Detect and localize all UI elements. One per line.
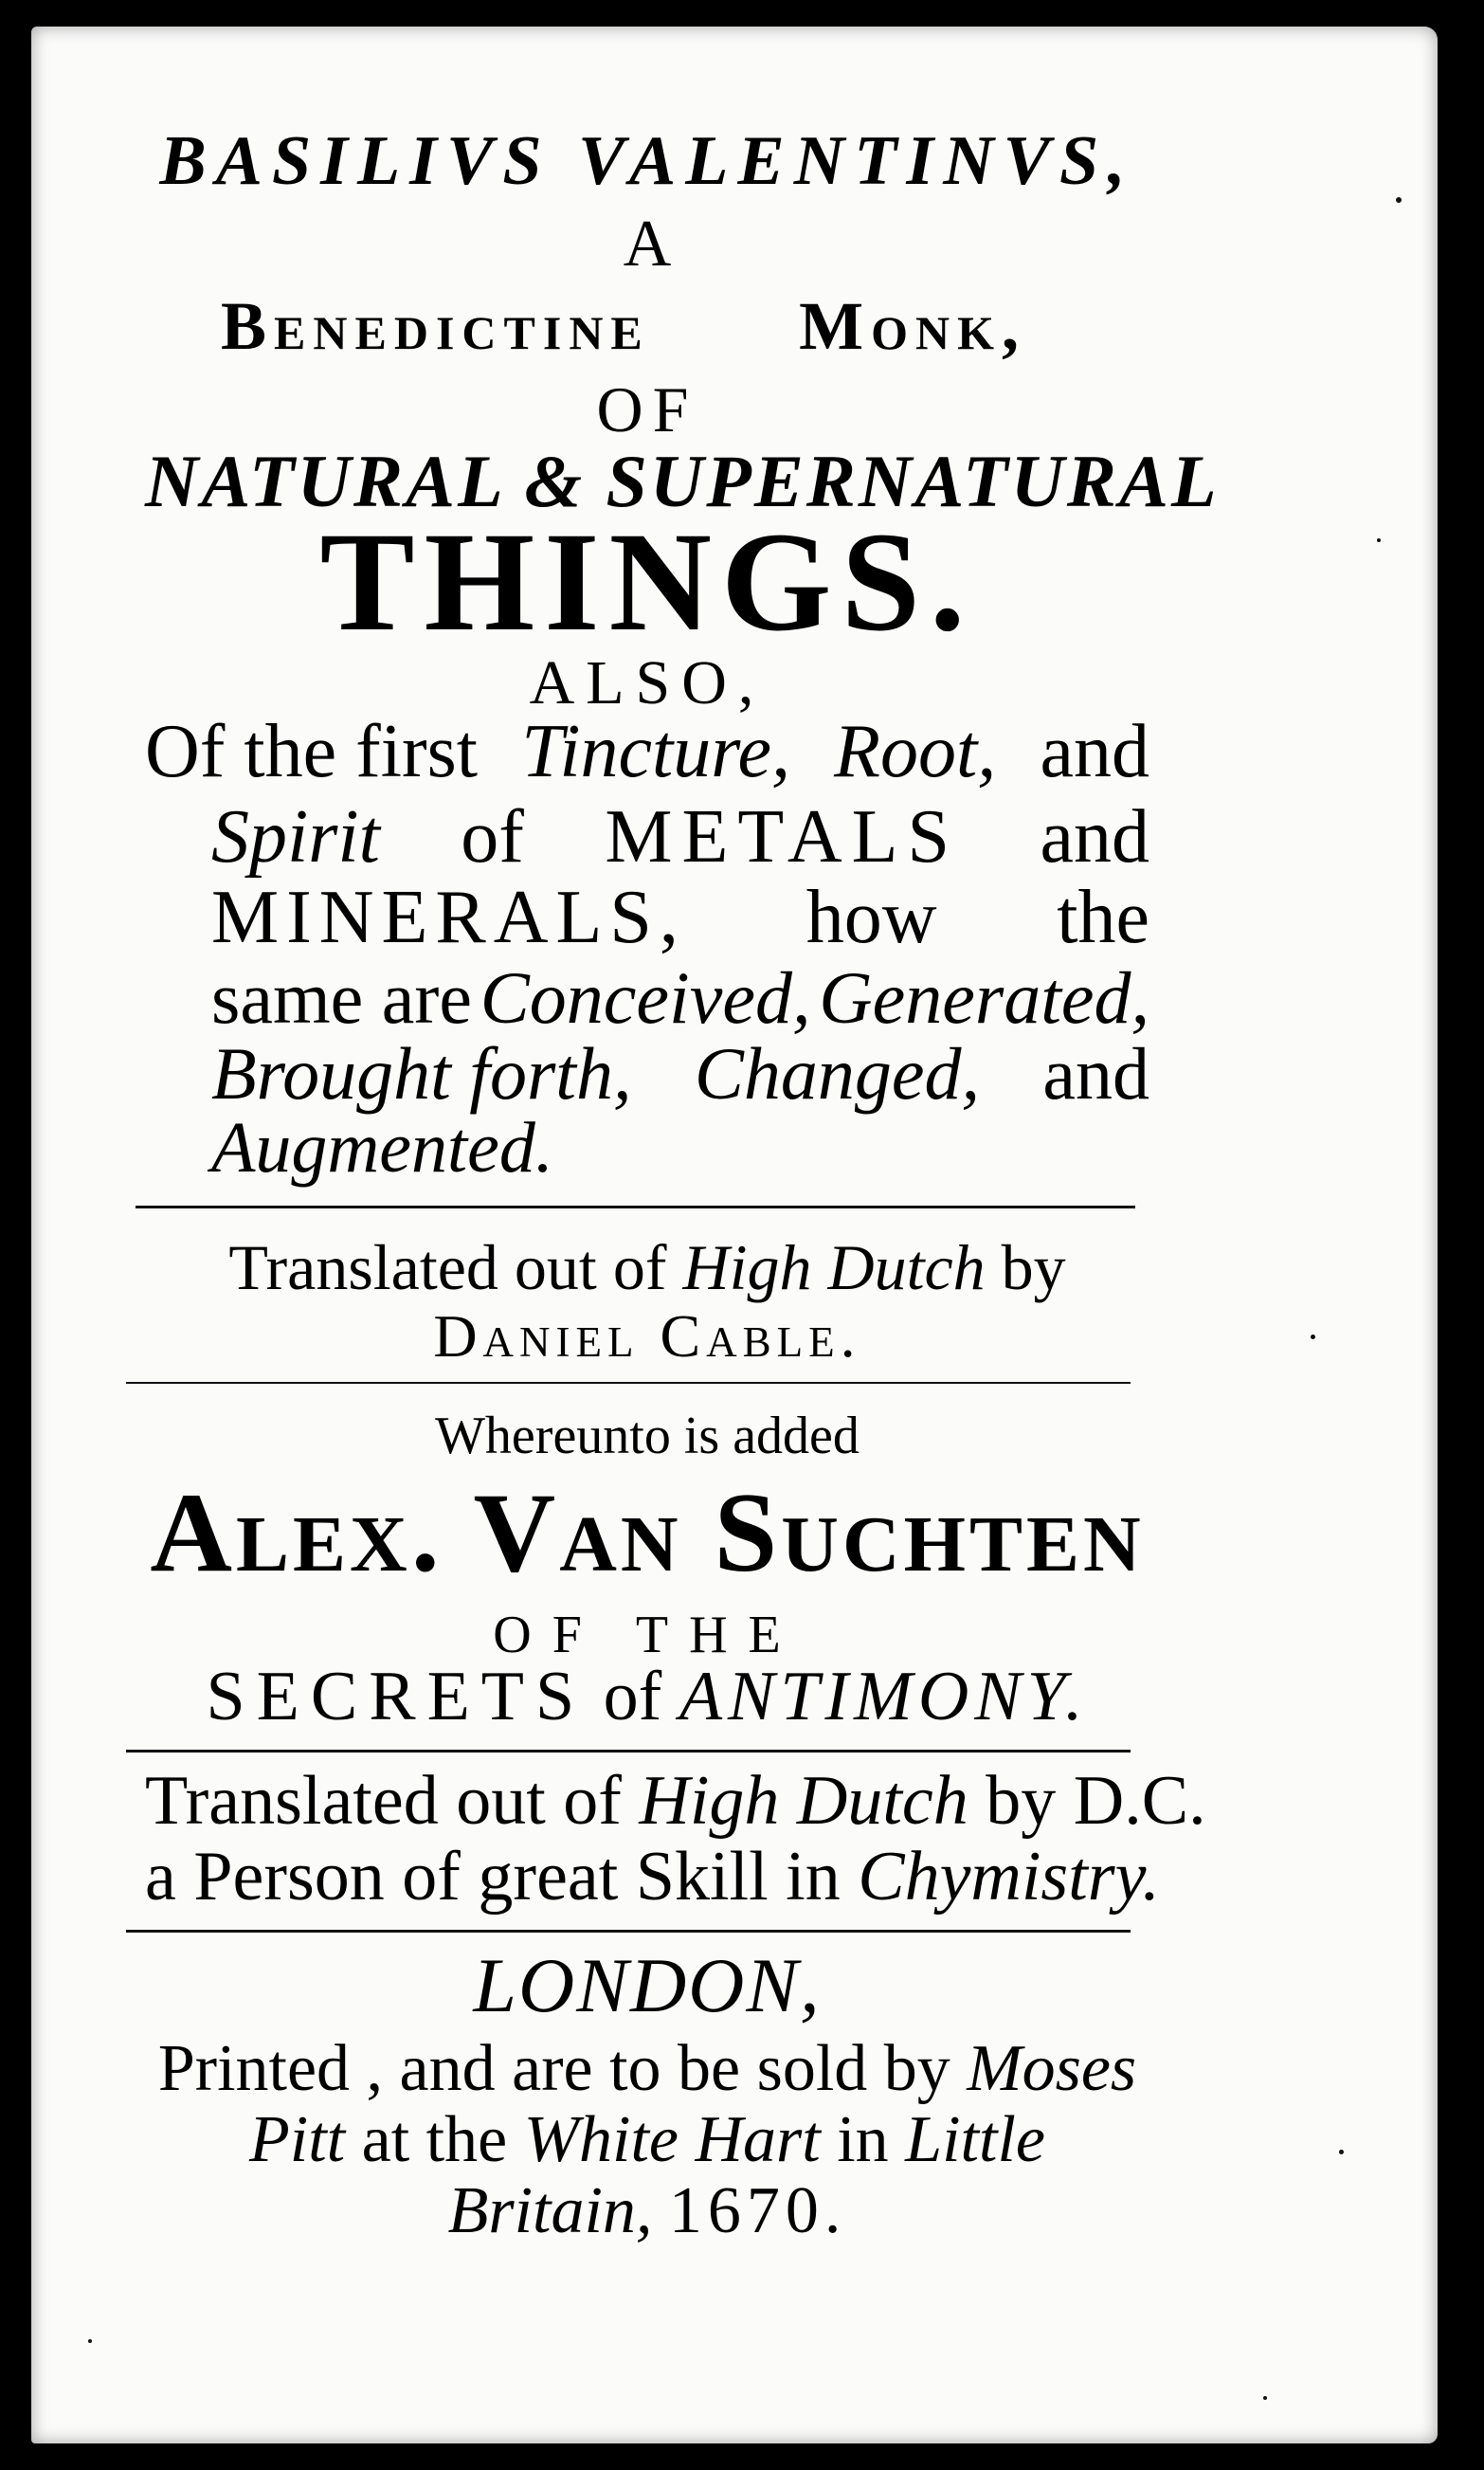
subtitle-word: Generated, <box>819 956 1149 1039</box>
london-line: LONDON, <box>473 1942 822 2028</box>
ink-speck <box>1339 2150 1344 2154</box>
title-page <box>31 27 1438 2443</box>
subtitle-word: Of the first <box>145 710 479 793</box>
things-heading: THINGS. <box>319 503 975 661</box>
at-the-text: at the <box>361 2103 508 2176</box>
translated-line-1 <box>145 1230 1149 1305</box>
subtitle-line-6: Augmented. <box>211 1108 553 1188</box>
translated-text: Translated out of <box>228 1231 667 1303</box>
subtitle-word: how <box>805 876 937 959</box>
also-line: ALSO, <box>529 648 766 717</box>
subtitle-word: Conceived, <box>480 956 811 1039</box>
subtitle-word: Changed, <box>694 1032 980 1115</box>
divider-rule <box>126 1382 1131 1384</box>
high-dutch-text: High Dutch <box>682 1231 986 1303</box>
subtitle-word: Tincture, <box>521 710 790 793</box>
by-dc-text: by D.C. <box>986 1762 1206 1840</box>
white-hart-word: White Hart <box>523 2103 821 2176</box>
subtitle-word: MINERALS, <box>211 876 686 959</box>
subtitle-line-2 <box>145 794 1149 881</box>
subtitle-line-5 <box>145 1031 1149 1117</box>
secrets-word: SECRETS <box>206 1658 587 1735</box>
secrets-line <box>145 1657 1149 1737</box>
benedictine-word: Benedictine <box>221 288 650 364</box>
alex-van-suchten: Alex. Van Suchten <box>150 1469 1145 1595</box>
little-word: Little <box>905 2103 1045 2176</box>
subtitle-word: Root, <box>834 710 997 793</box>
subtitle-word: and <box>1040 710 1149 793</box>
year-text: 1670. <box>668 2174 847 2247</box>
subtitle-word: and <box>1042 1032 1149 1115</box>
printed-line <box>145 2031 1149 2107</box>
ink-speck <box>1377 538 1381 542</box>
article-a: A <box>623 208 672 281</box>
natural-supernatural-line: NATURAL & SUPERNATURAL <box>145 440 1220 522</box>
subtitle-line-3 <box>145 875 1149 961</box>
divider-rule <box>126 1930 1131 1933</box>
person-line <box>145 1837 1160 1917</box>
britain-line <box>145 2173 1149 2249</box>
subtitle-word: the <box>1057 876 1149 959</box>
monk-word: Monk, <box>799 288 1026 364</box>
of-word: of <box>603 1658 662 1735</box>
antimony-word: ANTIMONY. <box>679 1658 1089 1735</box>
subtitle-word: Brought forth, <box>211 1032 632 1115</box>
pitt-word: Pitt <box>249 2103 346 2176</box>
chymistry-word: Chymistry. <box>858 1838 1160 1916</box>
translated-text: Translated out of <box>145 1762 622 1840</box>
divider-rule <box>136 1206 1135 1208</box>
printed-text: Printed , and are to be sold by <box>157 2032 950 2105</box>
subtitle-word: same are <box>211 956 472 1039</box>
person-text: a Person of great Skill in <box>145 1838 841 1916</box>
author-name: BASILIVS VALENTINVS, <box>159 122 1135 200</box>
subtitle-word: of <box>461 795 524 879</box>
ink-speck <box>1263 2396 1267 2400</box>
subtitle-word: METALS <box>605 795 959 879</box>
high-dutch-text: High Dutch <box>639 1762 968 1840</box>
subtitle-line-1 <box>145 709 1149 795</box>
scan-border-right <box>1440 0 1484 2470</box>
translated-line-2 <box>145 1761 1206 1842</box>
of-the-line: OF THE <box>493 1606 802 1664</box>
subtitle-line-4 <box>145 955 1149 1041</box>
benedictine-monk-line <box>145 287 1149 366</box>
ink-speck <box>1311 1335 1315 1339</box>
ink-speck <box>1396 197 1402 203</box>
subtitle-word: and <box>1040 795 1149 879</box>
divider-rule <box>126 1750 1131 1753</box>
by-text: by <box>1001 1231 1066 1303</box>
of-line: OF <box>596 373 698 445</box>
ink-speck <box>88 2339 92 2343</box>
whereunto-line: Whereunto is added <box>435 1407 860 1465</box>
subtitle-word: Spirit <box>211 795 380 879</box>
scan-border-left <box>0 0 27 2470</box>
pitt-line <box>145 2102 1149 2178</box>
translator-name: Daniel Cable. <box>433 1302 861 1370</box>
moses-word: Moses <box>967 2032 1137 2105</box>
in-text: in <box>837 2103 889 2176</box>
britain-word: Britain, <box>447 2174 653 2247</box>
